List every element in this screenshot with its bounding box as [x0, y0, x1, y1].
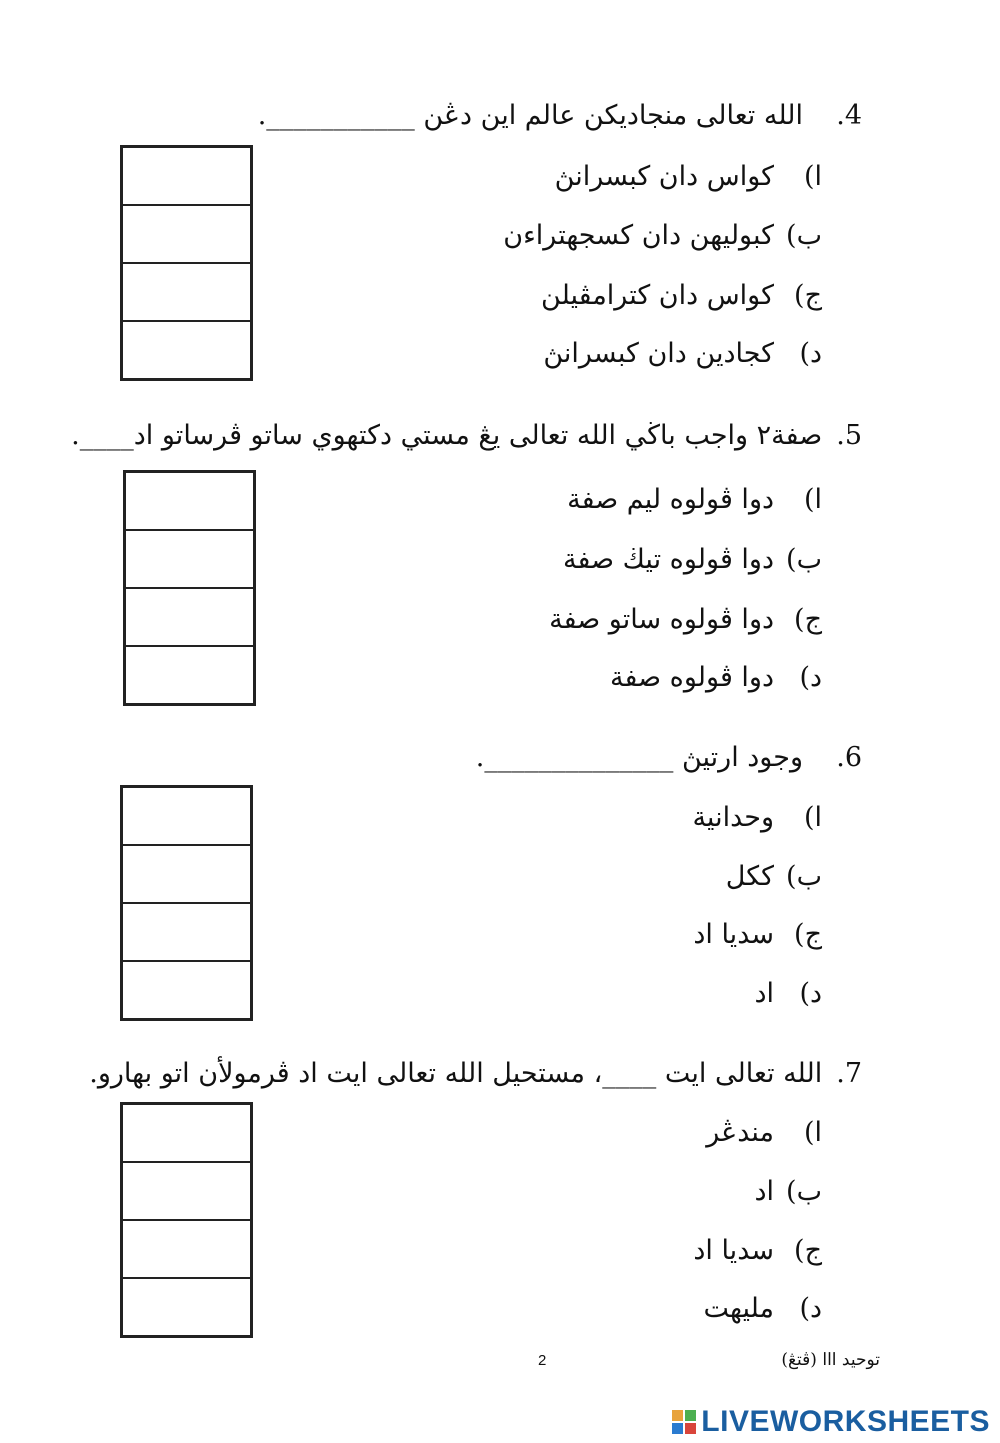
- option-dal: [402, 658, 822, 698]
- option-ba: [402, 857, 822, 897]
- answer-boxes-q7: [120, 1102, 253, 1338]
- answer-box[interactable]: [123, 148, 250, 206]
- option-text: كجادين دان كبسرانڽ: [543, 338, 774, 369]
- option-letter: د): [799, 662, 822, 693]
- answer-box[interactable]: [123, 962, 250, 1020]
- option-alif: [402, 157, 822, 197]
- option-jim: [402, 600, 822, 640]
- answer-box[interactable]: [123, 1221, 250, 1279]
- option-text: سديا اد: [693, 1235, 774, 1266]
- option-letter: د): [799, 1293, 822, 1324]
- option-jim: [402, 1231, 822, 1271]
- option-ba: [402, 540, 822, 580]
- option-letter: د): [799, 978, 822, 1009]
- option-letter: ج): [794, 1235, 822, 1266]
- answer-box[interactable]: [123, 1105, 250, 1163]
- option-letter: ا): [803, 802, 822, 833]
- option-letter: ا): [803, 1117, 822, 1148]
- option-letter: ب): [786, 1176, 822, 1207]
- question-number: .7: [836, 1058, 862, 1089]
- option-letter: ا): [803, 484, 822, 515]
- answer-box[interactable]: [123, 322, 250, 380]
- option-text: كبوليهن دان كسجهتراءن: [503, 220, 774, 251]
- option-letter: ب): [786, 220, 822, 251]
- option-letter: ج): [794, 280, 822, 311]
- option-text: مليهت: [703, 1293, 774, 1324]
- option-text: اد: [754, 978, 774, 1009]
- option-letter: ج): [794, 604, 822, 635]
- option-text: دوا ڤولوه ساتو صفة: [549, 604, 774, 635]
- answer-box[interactable]: [123, 1163, 250, 1221]
- brand-text: LIVEWORKSHEETS: [701, 1405, 990, 1438]
- answer-box[interactable]: [123, 846, 250, 904]
- option-dal: [402, 334, 822, 374]
- option-text: كواس دان كترامڤيلن: [541, 280, 774, 311]
- answer-boxes-q4: [120, 145, 253, 381]
- option-alif: [402, 1113, 822, 1153]
- footer-title: توحيد ااا (ڤتڠ): [781, 1350, 880, 1370]
- option-jim: [402, 915, 822, 955]
- liveworksheets-brand: [671, 1405, 990, 1439]
- answer-box[interactable]: [126, 473, 253, 531]
- option-letter: ا): [803, 161, 822, 192]
- option-letter: ب): [786, 861, 822, 892]
- option-text: سديا اد: [693, 919, 774, 950]
- option-dal: [402, 1289, 822, 1329]
- option-text: دوا ڤولوه تيڬ صفة: [563, 544, 774, 575]
- option-dal: [402, 974, 822, 1014]
- answer-boxes-q5: [123, 470, 256, 706]
- question-number: .6: [836, 742, 862, 773]
- option-letter: د): [799, 338, 822, 369]
- option-text: دوا ڤولوه ليم صفة: [567, 484, 774, 515]
- answer-box[interactable]: [126, 647, 253, 705]
- liveworksheets-logo-icon: [671, 1409, 697, 1435]
- option-text: اد: [754, 1176, 774, 1207]
- question-text: صفة٢ واجب باڬي الله تعالى يڠ مستي دكتهوي ساتو ڤرساتو اد____.: [71, 420, 823, 451]
- option-ba: [402, 1172, 822, 1212]
- question-5: [71, 416, 862, 456]
- answer-box[interactable]: [123, 904, 250, 962]
- option-text: ككل: [725, 861, 774, 892]
- question-text: الله تعالى ايت ____، مستحيل الله تعالى ايت اد ڤرمولأن اتو بهارو.: [89, 1058, 823, 1089]
- question-4: [122, 96, 862, 136]
- option-alif: [402, 798, 822, 838]
- answer-box[interactable]: [126, 531, 253, 589]
- question-text: وجود ارتيڽ ______________.: [475, 742, 803, 773]
- question-number: .5: [836, 420, 862, 451]
- question-text: الله تعالى منجاديكن عالم اين دڠن ___________.: [257, 100, 803, 131]
- question-7: [89, 1054, 862, 1094]
- answer-box[interactable]: [123, 788, 250, 846]
- option-text: دوا ڤولوه صفة: [610, 662, 774, 693]
- option-ba: [402, 216, 822, 256]
- answer-box[interactable]: [123, 264, 250, 322]
- question-number: .4: [836, 100, 862, 131]
- option-letter: ج): [794, 919, 822, 950]
- answer-box[interactable]: [123, 206, 250, 264]
- answer-box[interactable]: [126, 589, 253, 647]
- answer-boxes-q6: [120, 785, 253, 1021]
- page-number: 2: [538, 1352, 547, 1369]
- answer-box[interactable]: [123, 1279, 250, 1337]
- option-text: مندڠر: [706, 1117, 774, 1148]
- option-alif: [402, 480, 822, 520]
- option-jim: [402, 276, 822, 316]
- question-6: [122, 738, 862, 778]
- option-text: وحدانية: [692, 802, 774, 833]
- option-text: كواس دان كبسرانڽ: [554, 161, 774, 192]
- option-letter: ب): [786, 544, 822, 575]
